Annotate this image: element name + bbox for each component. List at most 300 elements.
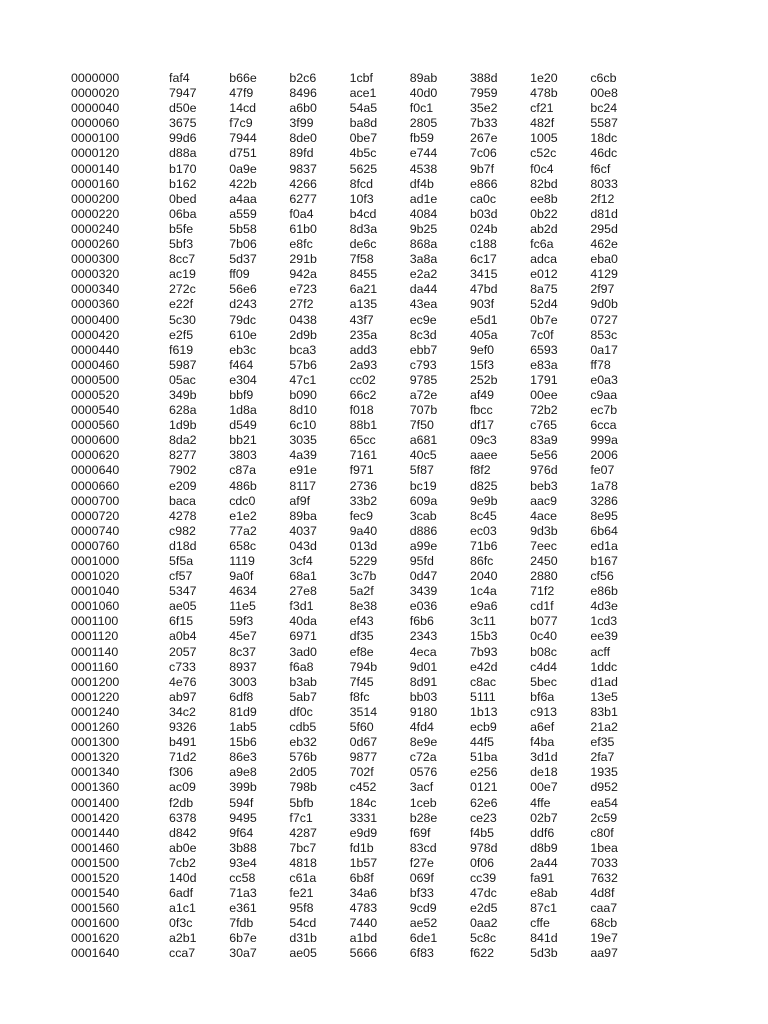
offset-label: 0001100 bbox=[71, 614, 119, 629]
hex-word: 8033 bbox=[590, 176, 618, 191]
hex-row bbox=[71, 373, 651, 388]
hex-word: f3d1 bbox=[289, 599, 314, 614]
hex-word: 9ef0 bbox=[469, 342, 495, 357]
hex-row bbox=[71, 192, 651, 207]
hex-word: fd1b bbox=[349, 840, 374, 855]
hex-word: 0aa2 bbox=[469, 916, 498, 931]
hex-row bbox=[71, 282, 651, 297]
hex-row bbox=[71, 237, 651, 252]
hex-row bbox=[71, 86, 651, 101]
hex-word: 4b5c bbox=[349, 146, 377, 161]
hex-word: 1935 bbox=[590, 765, 618, 780]
hex-word: 7b06 bbox=[229, 237, 257, 252]
hex-word: 0b22 bbox=[530, 206, 558, 221]
hex-word: c72a bbox=[409, 750, 437, 765]
hex-row bbox=[71, 222, 651, 237]
hex-word: 7f58 bbox=[349, 252, 374, 267]
hex-word: e9d9 bbox=[349, 825, 378, 840]
hex-word: b66e bbox=[229, 71, 257, 85]
hex-word: 8496 bbox=[289, 86, 317, 101]
hex-word: 89ab bbox=[409, 71, 438, 85]
hex-word: 95f8 bbox=[289, 901, 314, 916]
hex-word: 3439 bbox=[409, 584, 438, 599]
hex-row bbox=[71, 146, 651, 161]
hex-word: 069f bbox=[409, 870, 434, 885]
hex-word: 5b58 bbox=[229, 221, 257, 236]
hex-word: cf56 bbox=[590, 569, 614, 584]
hex-word: f4b5 bbox=[469, 825, 495, 840]
hex-word: 8de0 bbox=[289, 131, 317, 146]
hex-word: b167 bbox=[590, 554, 618, 568]
hex-word: 19e7 bbox=[590, 931, 618, 946]
hex-word: 3003 bbox=[229, 674, 257, 689]
hex-word: 1119 bbox=[229, 554, 255, 568]
hex-word: 87c1 bbox=[530, 901, 557, 916]
hex-word: 3331 bbox=[349, 810, 378, 825]
hex-word: 6b64 bbox=[590, 523, 618, 538]
hex-word: e304 bbox=[229, 372, 257, 387]
hex-word: 95fd bbox=[409, 554, 434, 568]
hex-word: df17 bbox=[469, 418, 495, 433]
hex-word: 3035 bbox=[289, 433, 317, 448]
hex-word: 15b3 bbox=[469, 629, 498, 644]
hex-word: 40d0 bbox=[409, 86, 438, 101]
hex-word: af9f bbox=[289, 493, 311, 508]
hex-word: ba8d bbox=[349, 116, 378, 131]
hex-word: e036 bbox=[409, 599, 438, 614]
hex-word: e22f bbox=[169, 297, 194, 312]
hex-word: ab2d bbox=[530, 221, 558, 236]
hex-word: 1bea bbox=[590, 840, 618, 855]
hex-word: d243 bbox=[229, 297, 257, 312]
hex-word: 6277 bbox=[289, 191, 317, 206]
hex-word: adca bbox=[530, 252, 557, 267]
hex-word: ef8e bbox=[349, 644, 374, 659]
hex-word: 295d bbox=[590, 221, 618, 236]
hex-word: c982 bbox=[169, 523, 196, 538]
offset-label: 0000460 bbox=[71, 357, 120, 372]
hex-row bbox=[71, 343, 651, 358]
hex-word: 1a78 bbox=[590, 478, 618, 493]
hex-word: 5bec bbox=[530, 674, 557, 689]
hex-word: 83a9 bbox=[530, 433, 558, 448]
offset-label: 0000620 bbox=[71, 448, 120, 463]
hex-word: 52d4 bbox=[530, 297, 558, 312]
hex-word: ef43 bbox=[349, 614, 374, 629]
hex-word: 999a bbox=[590, 433, 618, 448]
hex-word: 65cc bbox=[349, 433, 376, 448]
offset-label: 0000220 bbox=[71, 206, 120, 221]
hex-word: caa7 bbox=[590, 901, 618, 916]
hex-row bbox=[71, 599, 651, 614]
hex-word: cd1f bbox=[530, 599, 554, 614]
offset-label: 0000120 bbox=[71, 146, 120, 161]
offset-label: 0001220 bbox=[71, 689, 120, 704]
hex-word: 1cd3 bbox=[590, 614, 618, 629]
hex-word: add3 bbox=[349, 342, 378, 357]
hex-word: 1791 bbox=[530, 372, 558, 387]
hex-word: ca0c bbox=[469, 191, 497, 206]
offset-label: 0001240 bbox=[71, 704, 120, 719]
hex-word: ec9e bbox=[409, 312, 437, 327]
offset-label: 0001500 bbox=[71, 855, 120, 870]
hex-word: 6adf bbox=[169, 886, 194, 901]
hex-word: df0c bbox=[289, 704, 313, 719]
hex-word: cc58 bbox=[229, 870, 256, 885]
offset-label: 0001040 bbox=[71, 584, 120, 599]
hex-word: cf57 bbox=[169, 569, 193, 584]
hex-word: 71f2 bbox=[530, 584, 555, 599]
hex-word: 702f bbox=[349, 765, 374, 780]
hex-word: 4634 bbox=[229, 584, 257, 599]
hex-word: ef35 bbox=[590, 735, 615, 750]
hex-word: f619 bbox=[169, 342, 194, 357]
hex-word: b162 bbox=[169, 176, 197, 191]
offset-label: 0001440 bbox=[71, 825, 120, 840]
hex-word: a1c1 bbox=[169, 901, 196, 916]
hex-row bbox=[71, 131, 651, 146]
hex-row bbox=[71, 629, 651, 644]
hex-word: 8e38 bbox=[349, 599, 378, 614]
hex-word: 71d2 bbox=[169, 750, 197, 765]
hex-word: 34a6 bbox=[349, 886, 378, 901]
hex-word: 5d3b bbox=[530, 946, 558, 961]
hex-word: 5c8c bbox=[469, 931, 497, 946]
hex-word: 5f5a bbox=[169, 554, 194, 568]
hex-word: b491 bbox=[169, 735, 197, 750]
hex-word: 868a bbox=[409, 237, 438, 252]
hex-word: 6cca bbox=[590, 418, 617, 433]
hex-word: 40c5 bbox=[409, 448, 437, 463]
hex-word: 5347 bbox=[169, 584, 197, 599]
offset-label: 0001540 bbox=[71, 886, 120, 901]
hex-word: 0f3c bbox=[169, 916, 193, 931]
hex-word: c8ac bbox=[469, 674, 497, 689]
hex-word: 8c45 bbox=[469, 508, 497, 523]
hex-word: 40da bbox=[289, 614, 317, 629]
hex-word: ea54 bbox=[590, 795, 618, 810]
hex-row bbox=[71, 826, 651, 841]
hex-word: 2057 bbox=[169, 644, 197, 659]
hex-word: ecb9 bbox=[469, 720, 497, 735]
hex-word: c765 bbox=[530, 418, 557, 433]
hex-row bbox=[71, 811, 651, 826]
hex-word: 6df8 bbox=[229, 689, 254, 704]
hex-word: 3d1d bbox=[530, 750, 558, 765]
hex-row bbox=[71, 901, 651, 916]
hex-word: c52c bbox=[530, 146, 557, 161]
offset-label: 0000700 bbox=[71, 493, 120, 508]
hex-word: 978d bbox=[469, 840, 498, 855]
hex-word: 043d bbox=[289, 538, 317, 553]
offset-label: 0000160 bbox=[71, 176, 120, 191]
hex-word: a4aa bbox=[229, 191, 257, 206]
offset-label: 0001340 bbox=[71, 765, 120, 780]
hex-word: 013d bbox=[349, 538, 378, 553]
hex-word: eba0 bbox=[590, 252, 618, 267]
hex-word: aaee bbox=[469, 448, 498, 463]
hex-word: 2006 bbox=[590, 448, 618, 463]
hex-word: 7161 bbox=[349, 448, 378, 463]
hex-word: 235a bbox=[349, 327, 378, 342]
hex-word: 47bd bbox=[469, 282, 498, 297]
hex-word: de18 bbox=[530, 765, 558, 780]
hex-word: 024b bbox=[469, 221, 498, 236]
hex-word: 30a7 bbox=[229, 946, 257, 961]
offset-label: 0001140 bbox=[71, 644, 119, 659]
hex-word: 2d9b bbox=[289, 327, 317, 342]
hex-row bbox=[71, 856, 651, 871]
hex-word: 62e6 bbox=[469, 795, 498, 810]
offset-label: 0000320 bbox=[71, 267, 120, 282]
hex-word: 349b bbox=[169, 387, 197, 402]
hex-word: cdb5 bbox=[289, 720, 317, 735]
hex-word: c733 bbox=[169, 659, 196, 674]
hex-row bbox=[71, 524, 651, 539]
hex-row bbox=[71, 479, 651, 494]
hex-word: f464 bbox=[229, 357, 254, 372]
hex-word: 9d3b bbox=[530, 523, 558, 538]
hex-word: ac09 bbox=[169, 780, 196, 795]
hex-word: 7f50 bbox=[409, 418, 434, 433]
hex-word: 2f97 bbox=[590, 282, 615, 297]
hex-word: fec9 bbox=[349, 508, 373, 523]
hex-word: 5111 bbox=[469, 689, 496, 704]
hex-word: b077 bbox=[530, 614, 558, 629]
hex-word: e86b bbox=[590, 584, 618, 599]
hex-word: 3675 bbox=[169, 116, 197, 131]
hex-word: d549 bbox=[229, 418, 257, 433]
hex-word: 09c3 bbox=[469, 433, 497, 448]
hex-row bbox=[71, 765, 651, 780]
hex-word: 9d01 bbox=[409, 659, 438, 674]
offset-label: 0001420 bbox=[71, 810, 120, 825]
hex-word: 86e3 bbox=[229, 750, 257, 765]
hex-word: b090 bbox=[289, 387, 317, 402]
hex-word: ce23 bbox=[469, 810, 497, 825]
hex-word: df35 bbox=[349, 629, 374, 644]
hex-word: 51ba bbox=[469, 750, 498, 765]
offset-label: 0001200 bbox=[71, 674, 120, 689]
hex-word: 267e bbox=[469, 131, 498, 146]
offset-label: 0001520 bbox=[71, 870, 120, 885]
hex-word: 252b bbox=[469, 372, 498, 387]
hex-word: 7c06 bbox=[469, 146, 497, 161]
hex-word: 86fc bbox=[469, 554, 494, 568]
hex-row bbox=[71, 509, 651, 524]
hex-word: c6cb bbox=[590, 71, 617, 85]
hex-word: c87a bbox=[229, 463, 257, 478]
hex-word: 8117 bbox=[289, 478, 317, 493]
hex-word: 0a17 bbox=[590, 342, 618, 357]
hex-dump bbox=[71, 71, 651, 962]
hex-word: 10f3 bbox=[349, 191, 374, 206]
hex-word: f622 bbox=[469, 946, 495, 961]
hex-word: 0f06 bbox=[469, 855, 495, 870]
hex-word: 4ffe bbox=[530, 795, 551, 810]
hex-word: fa91 bbox=[530, 870, 555, 885]
offset-label: 0000660 bbox=[71, 478, 120, 493]
hex-word: bc24 bbox=[590, 101, 618, 116]
hex-word: 388d bbox=[469, 71, 498, 85]
hex-word: 4129 bbox=[590, 267, 618, 282]
hex-word: ae52 bbox=[409, 916, 438, 931]
hex-row bbox=[71, 705, 651, 720]
hex-word: da44 bbox=[409, 282, 438, 297]
hex-word: 43ea bbox=[409, 297, 438, 312]
hex-word: f018 bbox=[349, 403, 374, 418]
hex-word: 609a bbox=[409, 493, 438, 508]
hex-word: 9a40 bbox=[349, 523, 378, 538]
hex-word: cca7 bbox=[169, 946, 196, 961]
offset-label: 0000140 bbox=[71, 161, 120, 176]
hex-word: 8e9e bbox=[409, 735, 438, 750]
hex-word: 8d91 bbox=[409, 674, 438, 689]
hex-word: c9aa bbox=[590, 387, 618, 402]
hex-word: a1bd bbox=[349, 931, 378, 946]
hex-word: 46dc bbox=[590, 146, 618, 161]
hex-row bbox=[71, 448, 651, 463]
hex-word: 7902 bbox=[169, 463, 197, 478]
offset-label: 0001360 bbox=[71, 780, 120, 795]
hex-word: 7eec bbox=[530, 538, 557, 553]
hex-word: f27e bbox=[409, 855, 434, 870]
hex-word: 4e76 bbox=[169, 674, 197, 689]
hex-word: 7b93 bbox=[469, 644, 498, 659]
hex-word: 7cb2 bbox=[169, 855, 196, 870]
hex-row bbox=[71, 841, 651, 856]
hex-word: a6b0 bbox=[289, 101, 317, 116]
hex-row bbox=[71, 675, 651, 690]
hex-word: e723 bbox=[289, 282, 317, 297]
hex-word: a2b1 bbox=[169, 931, 197, 946]
hex-word: 4818 bbox=[289, 855, 317, 870]
offset-label: 0001400 bbox=[71, 795, 120, 810]
hex-word: fbcc bbox=[469, 403, 493, 418]
hex-word: 9e9b bbox=[469, 493, 498, 508]
hex-word: cc39 bbox=[469, 870, 497, 885]
hex-word: 0a9e bbox=[229, 161, 257, 176]
offset-label: 0000600 bbox=[71, 433, 120, 448]
hex-word: 976d bbox=[530, 463, 558, 478]
hex-word: 1ab5 bbox=[229, 720, 257, 735]
hex-row bbox=[71, 418, 651, 433]
hex-word: d825 bbox=[469, 478, 498, 493]
hex-word: 81d9 bbox=[229, 704, 257, 719]
hex-row bbox=[71, 177, 651, 192]
hex-word: 8277 bbox=[169, 448, 197, 463]
offset-label: 0001000 bbox=[71, 554, 120, 568]
hex-word: 3acf bbox=[409, 780, 434, 795]
hex-word: 5bf3 bbox=[169, 237, 194, 252]
offset-label: 0001260 bbox=[71, 720, 120, 735]
hex-word: c4d4 bbox=[530, 659, 557, 674]
hex-word: e012 bbox=[530, 267, 558, 282]
hex-word: 02b7 bbox=[530, 810, 558, 825]
hex-word: 4d8f bbox=[590, 886, 615, 901]
hex-word: 4084 bbox=[409, 206, 438, 221]
hex-word: 5625 bbox=[349, 161, 378, 176]
hex-word: 3f99 bbox=[289, 116, 314, 131]
hex-word: a135 bbox=[349, 297, 378, 312]
hex-row bbox=[71, 780, 651, 795]
hex-row bbox=[71, 267, 651, 282]
hex-word: 2736 bbox=[349, 478, 378, 493]
hex-word: 34c2 bbox=[169, 704, 196, 719]
hex-word: 89ba bbox=[289, 508, 317, 523]
hex-word: 93e4 bbox=[229, 855, 257, 870]
hex-word: 5ab7 bbox=[289, 689, 317, 704]
hex-word: b5fe bbox=[169, 221, 194, 236]
hex-word: d1ad bbox=[590, 674, 618, 689]
hex-word: f69f bbox=[409, 825, 431, 840]
hex-word: 4287 bbox=[289, 825, 317, 840]
hex-word: e42d bbox=[469, 659, 498, 674]
hex-word: acff bbox=[590, 644, 611, 659]
hex-word: 3c7b bbox=[349, 569, 377, 584]
hex-word: 5666 bbox=[349, 946, 378, 961]
hex-row bbox=[71, 313, 651, 328]
hex-word: 6378 bbox=[169, 810, 197, 825]
hex-word: 5d37 bbox=[229, 252, 257, 267]
hex-word: 2343 bbox=[409, 629, 438, 644]
hex-word: 1c4a bbox=[469, 584, 497, 599]
hex-word: 9b7f bbox=[469, 161, 495, 176]
hex-word: 21a2 bbox=[590, 720, 618, 735]
offset-label: 0000740 bbox=[71, 523, 120, 538]
hex-word: a559 bbox=[229, 206, 257, 221]
hex-word: 5f60 bbox=[349, 720, 374, 735]
hex-row bbox=[71, 645, 651, 660]
hex-word: 3a8a bbox=[409, 252, 438, 267]
hex-word: 272c bbox=[169, 282, 196, 297]
hex-word: 903f bbox=[469, 297, 495, 312]
hex-word: 8c37 bbox=[229, 644, 257, 659]
hex-word: 6f83 bbox=[409, 946, 434, 961]
hex-word: 4eca bbox=[409, 644, 437, 659]
hex-word: 54cd bbox=[289, 916, 317, 931]
hex-row bbox=[71, 71, 651, 86]
hex-word: ddf6 bbox=[530, 825, 555, 840]
offset-label: 0000640 bbox=[71, 463, 120, 478]
hex-word: 15f3 bbox=[469, 357, 495, 372]
hex-word: 9a0f bbox=[229, 569, 254, 584]
hex-row bbox=[71, 946, 651, 961]
hex-word: c80f bbox=[590, 825, 614, 840]
hex-word: 8d3a bbox=[349, 221, 378, 236]
hex-row bbox=[71, 116, 651, 131]
hex-word: ab0e bbox=[169, 840, 197, 855]
hex-word: 610e bbox=[229, 327, 257, 342]
hex-word: 99d6 bbox=[169, 131, 197, 146]
hex-word: 6f15 bbox=[169, 614, 194, 629]
hex-word: 291b bbox=[289, 252, 317, 267]
hex-word: df4b bbox=[409, 176, 434, 191]
hex-word: bf33 bbox=[409, 886, 434, 901]
hex-word: 13e5 bbox=[590, 689, 618, 704]
hex-word: e361 bbox=[229, 901, 257, 916]
hex-row bbox=[71, 614, 651, 629]
offset-label: 0000440 bbox=[71, 342, 120, 357]
hex-row bbox=[71, 554, 651, 569]
hex-word: 4783 bbox=[349, 901, 378, 916]
hex-word: 628a bbox=[169, 403, 197, 418]
hex-word: 2a93 bbox=[349, 357, 378, 372]
hex-word: 6971 bbox=[289, 629, 317, 644]
hex-word: d18d bbox=[169, 538, 197, 553]
hex-word: e256 bbox=[469, 765, 498, 780]
offset-label: 0001600 bbox=[71, 916, 120, 931]
